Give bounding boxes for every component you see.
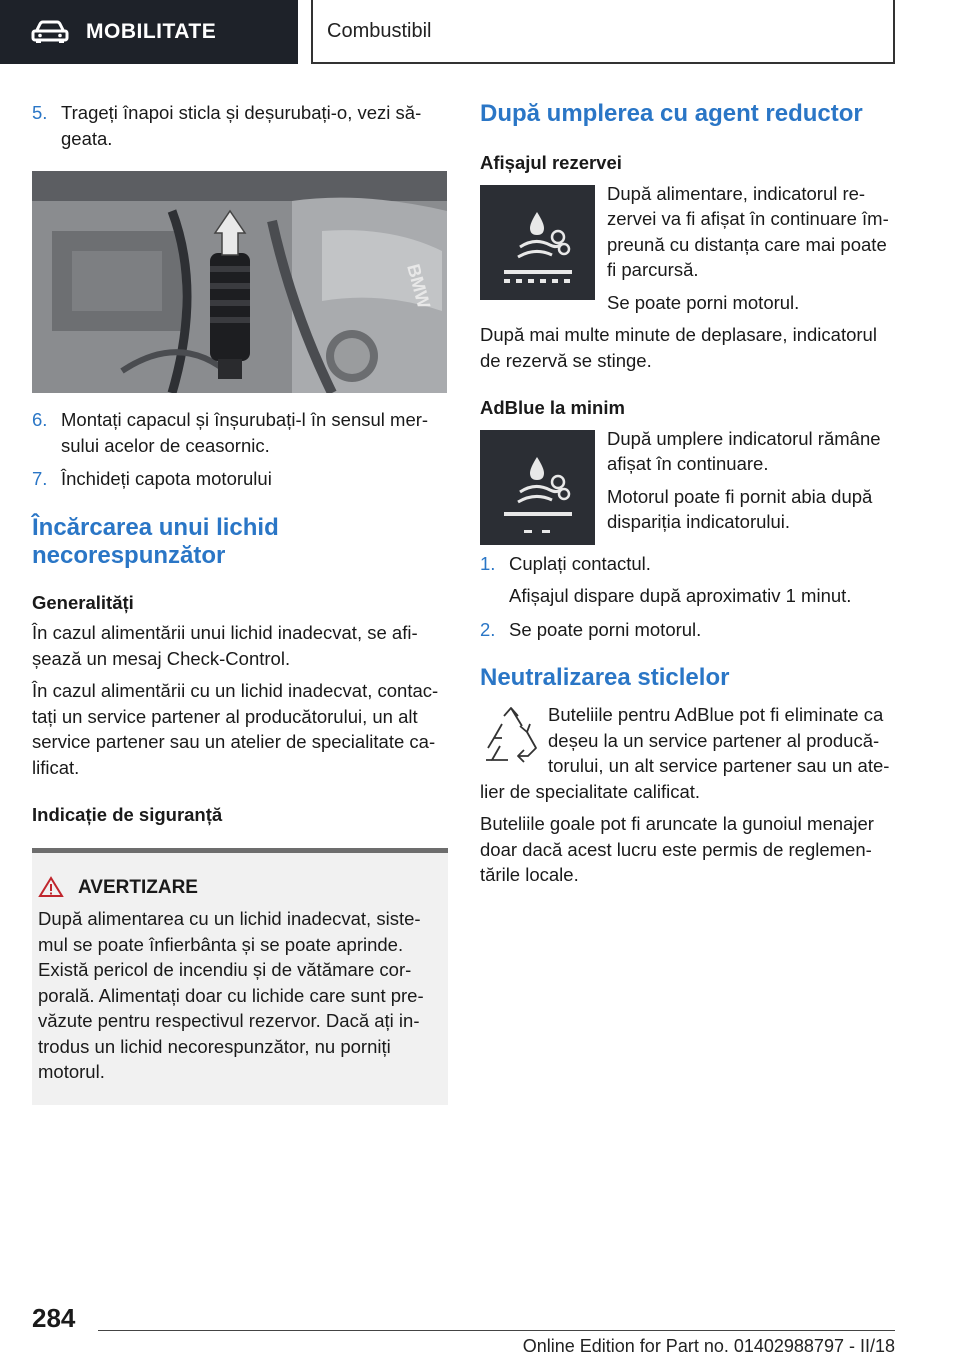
engine-bay-photo bbox=[32, 171, 447, 393]
step-number: 2. bbox=[480, 618, 496, 640]
step-text: Se poate porni motorul. bbox=[509, 618, 702, 640]
warning-title bbox=[38, 875, 442, 901]
reserve-paragraph-1: După alimentare, indicatorul re-zervei va fi afișat în continuare îm-preună cu distanța care mai poate fi parcursă. bbox=[607, 182, 889, 280]
section-heading: După umplerea cu agent reductor bbox=[480, 100, 863, 127]
step-number: 1. bbox=[480, 552, 496, 574]
photo-brand-text: BMW bbox=[403, 261, 435, 311]
chapter-header bbox=[311, 0, 895, 64]
general-paragraph-1: În cazul alimentării unui lichid inadecvat, se afi-șează un mesaj Check-Control. bbox=[32, 622, 418, 669]
disposal-paragraph-2: Buteliile goale pot fi aruncate la gunoiul menajer doar dacă acest lucru este permis de reglemen-tările locale. bbox=[480, 813, 874, 885]
min-paragraph-1: După umplere indicatorul rămâne afișat în continuare. bbox=[607, 427, 881, 474]
step-5 bbox=[32, 100, 446, 151]
step-sub-text: Afișajul dispare după aproximativ 1 minut. bbox=[509, 585, 852, 606]
warning-box bbox=[32, 848, 448, 1105]
edition-text: Online Edition for Part no. 01402988797 - II/18 bbox=[522, 1336, 895, 1356]
general-title: Generalități bbox=[32, 591, 134, 613]
recycle-icon bbox=[480, 706, 542, 768]
adblue-min-icon bbox=[480, 430, 595, 545]
section-title: MOBILITATE bbox=[86, 20, 217, 43]
section-heading: Încărcarea unui lichid necorespunzător bbox=[32, 513, 279, 569]
step-7 bbox=[32, 466, 446, 492]
right-column bbox=[480, 100, 896, 895]
step-2 bbox=[480, 617, 896, 643]
step-number: 7. bbox=[32, 468, 48, 489]
step-number: 5. bbox=[32, 102, 48, 123]
reserve-title: Afișajul rezervei bbox=[480, 152, 622, 173]
reserve-text bbox=[607, 181, 896, 323]
step-text: Trageți înapoi sticla și deșurubați-o, vezi să-geata. bbox=[61, 102, 422, 149]
step-text bbox=[509, 551, 896, 609]
min-paragraph-2: Motorul poate fi pornit abia după dispariția indicatorului. bbox=[607, 485, 873, 532]
adblue-reserve-icon bbox=[480, 185, 595, 300]
warning-text: După alimentarea cu un lichid inadecvat, siste-mul se poate înfierbânta și se poate aprinde. Există pericol de incendiu și de vătămare cor-porală. Alimentați doar cu lichide care sunt pre-văzute pentru respectivul rezervor. Dacă ați in-trodus un lichid necorespunzător, nu porniți motorul. bbox=[38, 908, 424, 1082]
step-number: 6. bbox=[32, 409, 48, 430]
min-title: AdBlue la minim bbox=[480, 397, 625, 418]
disposal-paragraph-1: Buteliile pentru AdBlue pot fi eliminate ca deșeu la un service partener al producă-torului, un alt service partener sau un ate-lier de specialitate calificat. bbox=[480, 704, 890, 802]
car-icon bbox=[30, 20, 70, 44]
left-column bbox=[32, 100, 446, 1105]
reserve-paragraph-2: Se poate porni motorul. bbox=[607, 291, 800, 313]
header-section-tab[interactable] bbox=[0, 0, 298, 64]
page-number: 284 bbox=[32, 1303, 76, 1333]
safety-title: Indicație de siguranță bbox=[32, 804, 223, 825]
reserve-paragraph-3: După mai multe minute de deplasare, indicatorul de rezervă se stinge. bbox=[480, 324, 877, 371]
min-block bbox=[480, 426, 896, 545]
step-6 bbox=[32, 407, 446, 458]
step-text: Montați capacul și înșurubați-l în sensul mer-sului acelor de ceasornic. bbox=[61, 409, 429, 456]
footer-divider bbox=[98, 1330, 895, 1331]
step-text: Închideți capota motorului bbox=[61, 468, 272, 489]
warning-triangle-icon bbox=[38, 876, 64, 898]
reserve-block bbox=[480, 181, 896, 323]
step-main-text: Cuplați contactul. bbox=[509, 552, 651, 574]
disposal-heading: Neutralizarea sticlelor bbox=[480, 664, 730, 691]
step-1 bbox=[480, 551, 896, 609]
general-paragraph-2: În cazul alimentării cu un lichid inadecvat, contac-tați un service partener al producătorului, un alt service partener sau un atelier de specialitate ca-lificat. bbox=[32, 680, 439, 778]
chapter-title: Combustibil bbox=[327, 19, 432, 42]
disposal-block bbox=[480, 702, 896, 888]
min-text bbox=[607, 426, 896, 545]
warning-label: AVERTIZARE bbox=[78, 876, 198, 898]
